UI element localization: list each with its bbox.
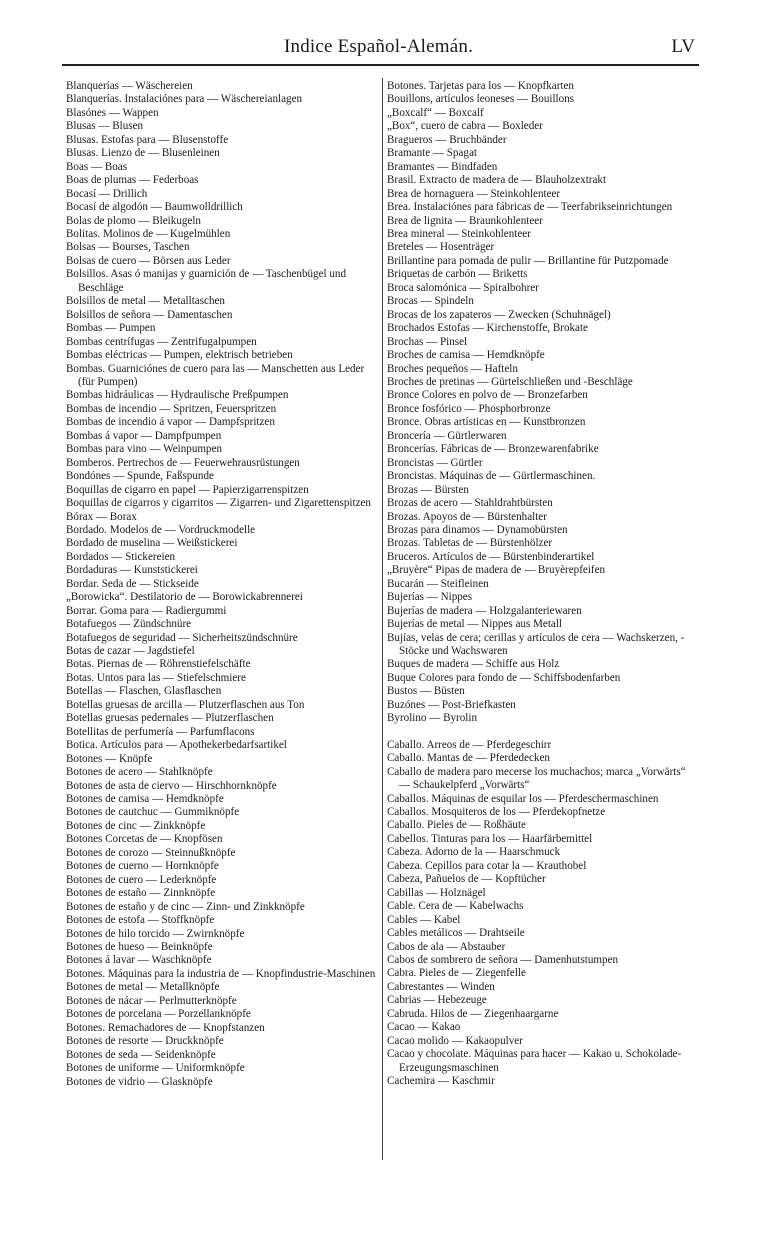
index-entry: Cabellos. Tinturas para los — Haarfärbemittel — [387, 832, 593, 845]
index-entry: Botones. Máquinas para la industria de — Knopfindustrie-Maschinen — [66, 967, 376, 980]
index-entry: Broca salomónica — Spiralbohrer — [387, 281, 539, 294]
index-entry: Caballos. Máquinas de esquilar los — Pferdeschermaschinen — [387, 792, 659, 805]
index-entry: Botones de asta de ciervo — Hirschhornknöpfe — [66, 779, 277, 792]
index-entry: Cabeza. Adorno de la — Haarschmuck — [387, 846, 561, 859]
index-entry: Boquillas de cigarro en papel — Papierzigarrenspitzen — [66, 483, 309, 496]
index-entry: „Boxcalf“ — Boxcalf — [387, 106, 484, 119]
index-entry: Brocas — Spindeln — [387, 295, 474, 308]
index-entry: Brasil. Extracto de madera de — Blauholzextrakt — [387, 174, 607, 187]
index-entry: Cacao y chocolate. Máquinas para hacer — Kakao u. Schokolade-Erzeugungsmaschinen — [387, 1048, 682, 1074]
index-entry: Botellas gruesas de arcilla — Plutzerflaschen aus Ton — [66, 698, 305, 711]
index-entry: Bujerías de metal — Nippes aus Metall — [387, 618, 562, 631]
index-entry: Caballo. Mantas de — Pferdedecken — [387, 752, 550, 765]
index-entry: Botones de resorte — Druckknöpfe — [66, 1035, 224, 1048]
index-entry: Blusas. Estofas para — Blusenstoffe — [66, 133, 229, 146]
index-entry: Bolsillos de señora — Damentaschen — [66, 308, 233, 321]
index-entry: Bujías, velas de cera; cerillas y artículos de cera — Wachskerzen, -Stöcke und Wachswaren — [387, 631, 685, 658]
index-entry: Botas de cazar — Jagdstiefel — [66, 645, 195, 658]
index-entry: Bramante — Spagat — [387, 147, 477, 160]
index-entry: Bronce fosfórico — Phosphorbronze — [387, 402, 551, 415]
index-entry: Cabeza. Cepillos para cotar la — Krauthobel — [387, 859, 587, 872]
index-entry: Brocas de los zapateros — Zwecken (Schuhnägel) — [387, 308, 611, 321]
index-entry: Cabos de ala — Abstauber — [387, 940, 506, 953]
index-entry: Bórax — Borax — [66, 510, 137, 523]
index-entry: Cachemira — Kaschmir — [387, 1075, 495, 1088]
index-entry: Blanquerías — Wäschereien — [66, 80, 193, 92]
index-entry: Caballo de madera paro mecerse los muchachos; marca „Vorwärts“ — Schaukelpferd „Vorwärts“ — [387, 765, 686, 792]
index-entry: Brochados Estofas — Kirchenstoffe, Brokate — [387, 322, 588, 335]
index-entry: Bolsas de cuero — Börsen aus Leder — [66, 254, 231, 267]
index-entry: Buques de madera — Schiffe aus Holz — [387, 658, 560, 671]
index-entry: Botafuegos — Zündschnüre — [66, 618, 192, 631]
index-entry: Botones de seda — Seidenknöpfe — [66, 1048, 216, 1061]
index-entry: Caballos. Mosquiteros de los — Pferdekopfnetze — [387, 806, 606, 819]
index-entry: Cabrestantes — Winden — [387, 980, 495, 993]
index-entry: Bolsillos de metal — Metalltaschen — [66, 295, 225, 308]
index-entry: Botones de cinc — Zinkknöpfe — [66, 819, 206, 832]
index-entry: Bomberos. Pertrechos de — Feuerwehrausrüstungen — [66, 456, 300, 469]
index-entry: „Box“, cuero de cabra — Boxleder — [387, 120, 543, 133]
index-entry: Botones de metal — Metallknöpfe — [66, 981, 220, 994]
index-entry: Brozas de acero — Stahldrahtbürsten — [387, 497, 553, 510]
index-entry: Brea de hornaguera — Steinkohlenteer — [387, 187, 561, 200]
index-entry: Cables — Kabel — [387, 913, 461, 926]
header-rule — [62, 64, 699, 66]
index-entry: Cabruda. Hilos de — Ziegenhaargarne — [387, 1007, 559, 1020]
index-entry: Buque Colores para fondo de — Schiffsbodenfarben — [387, 671, 621, 684]
index-entry: Byrolino — Byrolin — [387, 712, 477, 725]
index-entry: Bolsillos. Asas ó manijas y guarnición de — Taschenbügel und Beschläge — [66, 268, 347, 294]
index-entry: Botica. Artículos para — Apothekerbedarfsartikel — [66, 739, 287, 752]
index-entry: Bragueros — Bruchbänder — [387, 133, 507, 146]
index-entry: Botones de camisa — Hemdknöpfe — [66, 793, 224, 806]
index-entry: Brea. Instalaciónes para fábricas de — Teerfabrikseinrichtungen — [387, 201, 673, 214]
index-entry: Botafuegos de seguridad — Sicherheitszündschnüre — [66, 631, 298, 644]
index-entry: Broches de camisa — Hemdknöpfe — [387, 349, 545, 362]
index-entry: Brozas — Bürsten — [387, 483, 469, 496]
index-entry: Boas de plumas — Federboas — [66, 174, 199, 187]
index-column-right — [387, 80, 698, 1089]
index-entry: Cable. Cera de — Kabelwachs — [387, 900, 524, 913]
index-entry: Botones de uniforme — Uniformknöpfe — [66, 1062, 245, 1075]
index-entry: Cabra. Pieles de — Ziegenfelle — [387, 967, 526, 980]
index-entry: „Bruyère“ Pipas de madera de — Bruyèrepfeifen — [387, 564, 606, 577]
index-entry: Cacao — Kakao — [387, 1021, 461, 1034]
index-entry: Bujerías — Nippes — [387, 591, 473, 604]
index-entry: Cabillas — Holznägel — [387, 886, 486, 899]
index-entry: Botones de vidrio — Glasknöpfe — [66, 1075, 213, 1088]
index-entry: Brea de lignita — Braunkohlenteer — [387, 214, 543, 227]
index-entry: Botas. Piernas de — Röhrenstiefelschäfte — [66, 658, 251, 671]
index-entry: Bronce Colores en polvo de — Bronzefarben — [387, 389, 588, 402]
index-entry: Botones Corcetas de — Knopfösen — [66, 833, 223, 846]
index-entry: Bruceros. Artículos de — Bürstenbinderartikel — [387, 550, 595, 563]
index-entry: Bronce. Obras artísticas en — Kunstbronzen — [387, 416, 586, 429]
index-entry: Bombas hidráulicas — Hydraulische Preßpumpen — [66, 389, 289, 402]
index-entry: Blusas. Lienzo de — Blusenleinen — [66, 147, 220, 160]
page-header — [0, 36, 757, 60]
index-entry: Bombas — Pumpen — [66, 322, 156, 335]
index-entry: Broches pequeños — Hafteln — [387, 362, 518, 375]
index-entry: Bondónes — Spunde, Faßspunde — [66, 470, 214, 483]
page-title: Indice Español-Alemán. — [283, 36, 474, 57]
index-entry: Botones de estofa — Stoffknöpfe — [66, 914, 215, 927]
index-entry: „Borowicka“. Destilatorio de — Borowickabrennerei — [66, 591, 303, 604]
index-entry: Broncería — Gürtlerwaren — [387, 429, 507, 442]
index-entry: Botones á lavar — Waschknöpfe — [66, 954, 212, 967]
index-entry: Broncistas — Gürtler — [387, 456, 483, 469]
index-entry: Botones de cautchuc — Gummiknöpfe — [66, 806, 240, 819]
index-entry: Boas — Boas — [66, 160, 128, 173]
index-entry: Blasónes — Wappen — [66, 106, 159, 119]
index-entry: Briquetas de carbón — Briketts — [387, 268, 528, 281]
page-number: LV — [671, 36, 695, 57]
index-entry: Bombas. Guarniciónes de cuero para las — Manschetten aus Leder (für Pumpen) — [66, 362, 365, 388]
index-entry: Bolsas — Bourses, Taschen — [66, 241, 190, 254]
index-entry: Bombas eléctricas — Pumpen, elektrisch betrieben — [66, 349, 293, 362]
index-entry: Botones de acero — Stahlknöpfe — [66, 766, 213, 779]
index-entry: Botellas — Flaschen, Glasflaschen — [66, 685, 222, 698]
index-entry: Bordado. Modelos de — Vordruckmodelle — [66, 523, 256, 536]
index-entry: Botones de hilo torcido — Zwirnknöpfe — [66, 927, 245, 940]
column-divider — [382, 78, 383, 1160]
index-entry: Brozas. Apoyos de — Bürstenhalter — [387, 510, 547, 523]
index-entry: Broches de pretinas — Gürtelschließen und -Beschläge — [387, 375, 633, 388]
index-entry: Botones de cuero — Lederknöpfe — [66, 873, 217, 886]
index-entry: Broncistas. Máquinas de — Gürtlermaschinen. — [387, 470, 596, 483]
index-entry: Botones. Tarjetas para los — Knopfkarten — [387, 80, 574, 92]
index-entry: Bombas á vapor — Dampfpumpen — [66, 429, 222, 442]
index-entry: Cabeza, Pañuelos de — Kopftücher — [387, 873, 546, 886]
index-entry: Cables metálicos — Drahtseile — [387, 927, 525, 940]
index-entry: Bujerías de madera — Holzgalanteriewaren — [387, 604, 582, 617]
index-entry: Bouillons, artículos leoneses — Bouillons — [387, 93, 575, 106]
index-entry: Bordado de muselina — Weißstickerei — [66, 537, 238, 550]
index-entry: Brozas para dinamos — Dynamobürsten — [387, 523, 568, 536]
index-entry: Blanquerías. Instalaciónes para — Wäschereianlagen — [66, 93, 303, 106]
index-entry: Buzónes — Post-Briefkasten — [387, 698, 516, 711]
index-column-left — [66, 80, 378, 1089]
index-entry: Bustos — Büsten — [387, 685, 465, 698]
index-entry: Bramantes — Bindfaden — [387, 160, 498, 173]
index-entry: Botones de estaño — Zinnknöpfe — [66, 887, 216, 900]
index-entry: Cabrias — Hebezeuge — [387, 994, 487, 1007]
index-entry: Brozas. Tabletas de — Bürstenhölzer — [387, 537, 553, 550]
index-entry: Bolas de plomo — Bleikugeln — [66, 214, 201, 227]
index-entry: Bombas centrífugas — Zentrifugalpumpen — [66, 335, 257, 348]
index-entry: Bordados — Stickereien — [66, 550, 176, 563]
index-entry: Borrar. Goma para — Radiergummi — [66, 604, 227, 617]
index-entry: Botones de nácar — Perlmutterknöpfe — [66, 994, 237, 1007]
index-entry: Botones de porcelana — Porzellanknöpfe — [66, 1008, 251, 1021]
index-entry: Botellitas de perfumería — Parfumflacons — [66, 725, 255, 738]
index-entry: Brochas — Pinsel — [387, 335, 468, 348]
index-entry: Bordaduras — Kunststickerei — [66, 564, 198, 577]
index-entry: Boquillas de cigarros y cigarritos — Zigarren- und Zigarettenspitzen — [66, 497, 371, 510]
index-entry: Caballo. Pieles de — Roßhäute — [387, 819, 526, 832]
index-entry: Bombas de incendio á vapor — Dampfspritzen — [66, 416, 275, 429]
index-entry: Botones de cuerno — Hornknöpfe — [66, 860, 219, 873]
index-entry: Botones. Remachadores de — Knopfstanzen — [66, 1021, 265, 1034]
index-entry: Botas. Untos para las — Stiefelschmiere — [66, 671, 246, 684]
index-entry: Bordar. Seda de — Stickseide — [66, 577, 199, 590]
index-entry: Cabos de sombrero de señora — Damenhutstumpen — [387, 954, 619, 966]
index-entry: Blusas — Blusen — [66, 120, 144, 133]
index-entry: Bolitas. Molinos de — Kugelmühlen — [66, 227, 231, 240]
index-entry: Botones de hueso — Beinknöpfe — [66, 941, 213, 953]
index-entry: Brillantine para pomada de pulir — Brillantine für Putzpomade — [387, 254, 669, 267]
index-entry: Botones — Knöpfe — [66, 752, 153, 765]
index-entry: Broncerías. Fábricas de — Bronzewarenfabrike — [387, 443, 599, 456]
index-entry: Bucarán — Steifleinen — [387, 577, 489, 590]
index-entry: Bocasí — Drillich — [66, 187, 148, 200]
index-entry: Caballo. Arreos de — Pferdegeschirr — [387, 738, 552, 751]
index-entry: Bombas de incendio — Spritzen, Feuerspritzen — [66, 402, 277, 415]
index-entry: Botones de corozo — Steinnußknöpfe — [66, 846, 236, 859]
index-entry: Botones de estaño y de cinc — Zinn- und Zinkknöpfe — [66, 900, 305, 913]
index-entry: Brea mineral — Steinkohlenteer — [387, 227, 531, 240]
index-entry: Cacao molido — Kakaopulver — [387, 1034, 523, 1047]
index-entry: Botellas gruesas pedernales — Plutzerflaschen — [66, 712, 274, 725]
index-entry: Breteles — Hosenträger — [387, 241, 495, 254]
index-entry: Bocasí de algodón — Baumwolldrillich — [66, 201, 243, 214]
index-entry: Bombas para vino — Weinpumpen — [66, 443, 223, 456]
